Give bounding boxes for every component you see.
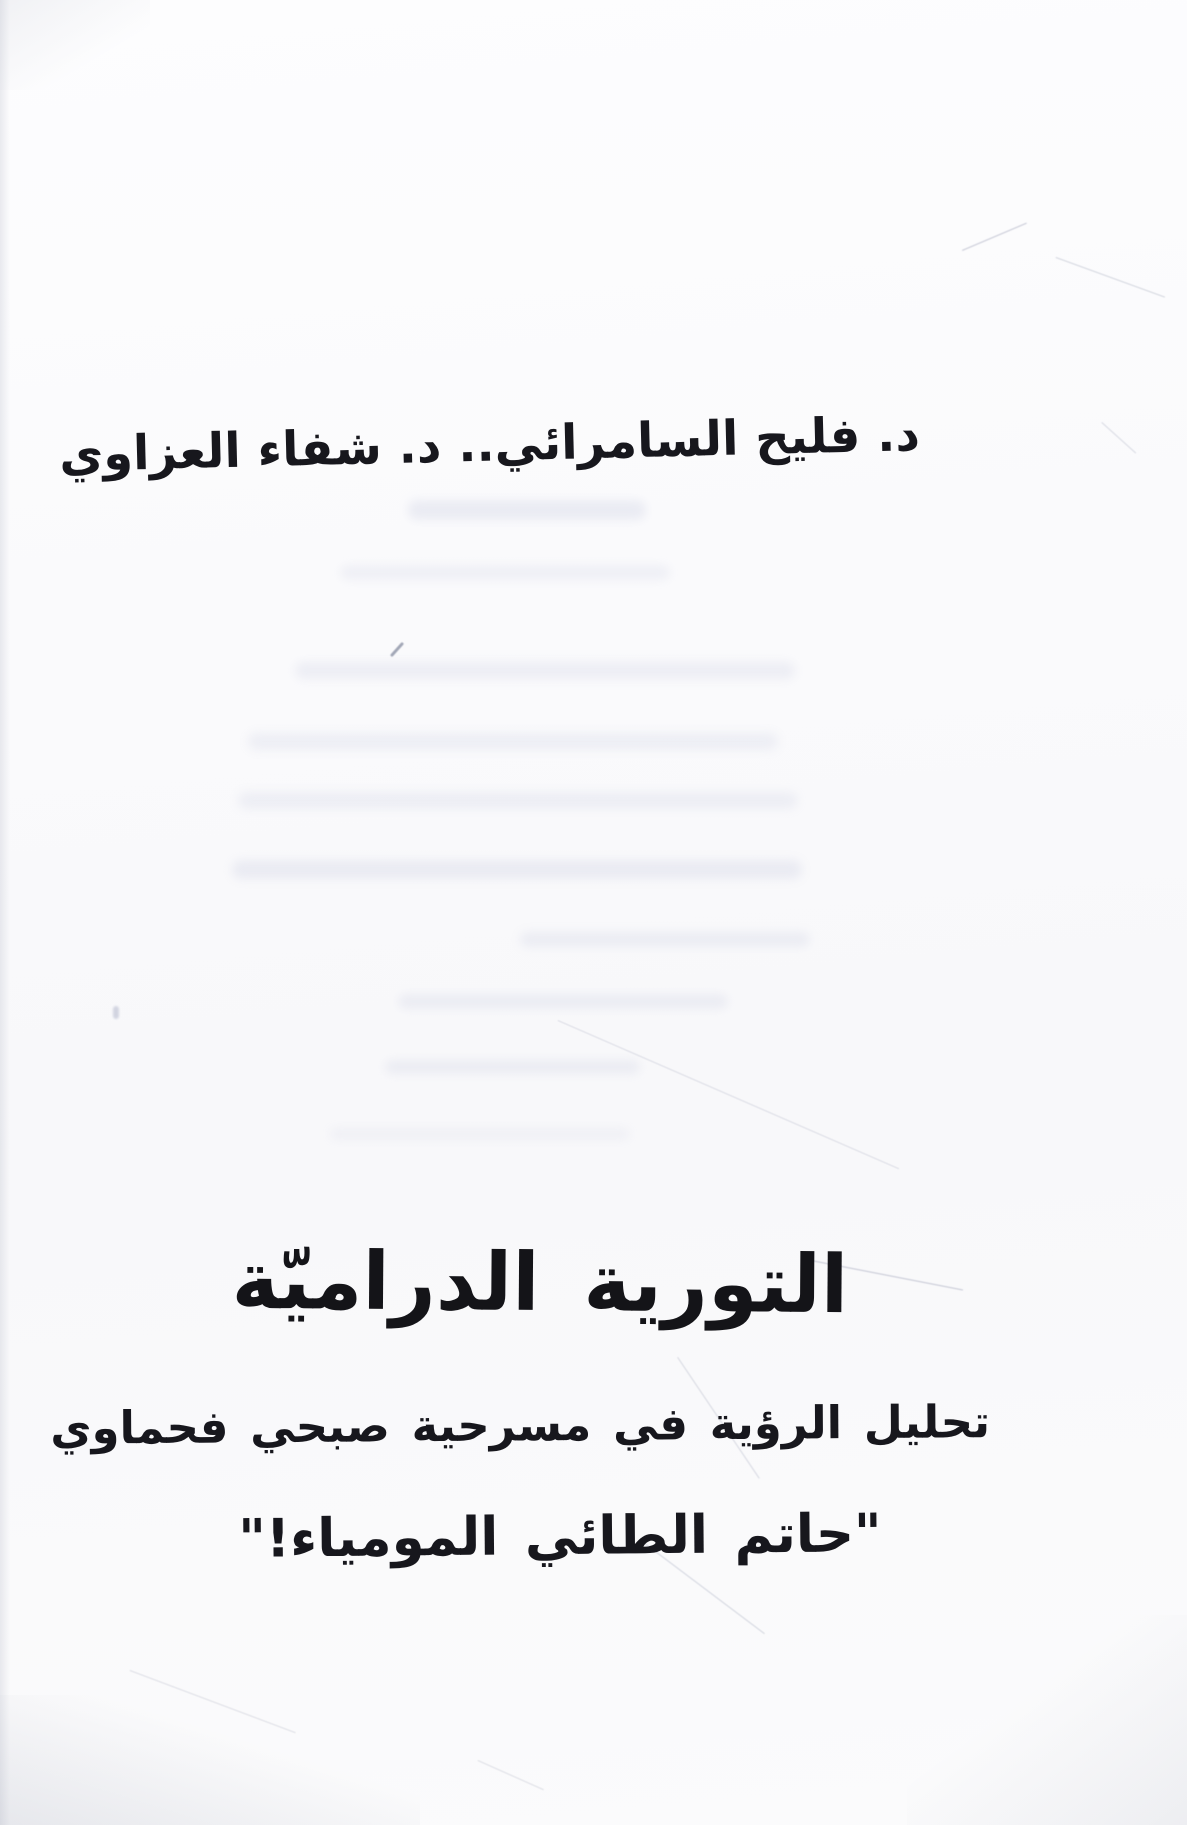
bleed-through-smudge [248, 733, 778, 750]
bleed-through-smudge [238, 792, 798, 809]
bleed-through-smudge [330, 1128, 630, 1140]
book-subtitle: تحليل الرؤية في مسرحية صبحي فحماوي [50, 1395, 991, 1455]
paper-crease [130, 1670, 296, 1733]
scan-corner-shadow [0, 0, 150, 90]
authors-line: د. فليح السامرائي.. د. شفاء العزاوي [58, 406, 921, 484]
paper-speck [113, 1006, 119, 1019]
paper-crease [478, 1760, 544, 1790]
bleed-through-smudge [232, 860, 802, 879]
paper-crease [558, 1020, 900, 1169]
bleed-through-smudge [520, 932, 810, 947]
play-title: "حاتم الطائي المومياء!" [238, 1503, 882, 1570]
scan-corner-shadow [907, 1615, 1187, 1825]
paper-crease [962, 223, 1027, 251]
scan-edge-shadow [0, 0, 10, 1825]
paper-crease [1101, 422, 1136, 454]
bleed-through-smudge [385, 1060, 640, 1074]
bleed-through-smudge [295, 662, 795, 679]
paper-crease [1056, 257, 1165, 298]
bleed-through-smudge [340, 565, 670, 580]
bleed-through-smudge [398, 994, 728, 1009]
book-title: التورية الدراميّة [231, 1233, 849, 1332]
scan-corner-shadow [0, 1695, 420, 1825]
stray-pen-mark [390, 642, 404, 657]
bleed-through-smudge [408, 500, 646, 520]
